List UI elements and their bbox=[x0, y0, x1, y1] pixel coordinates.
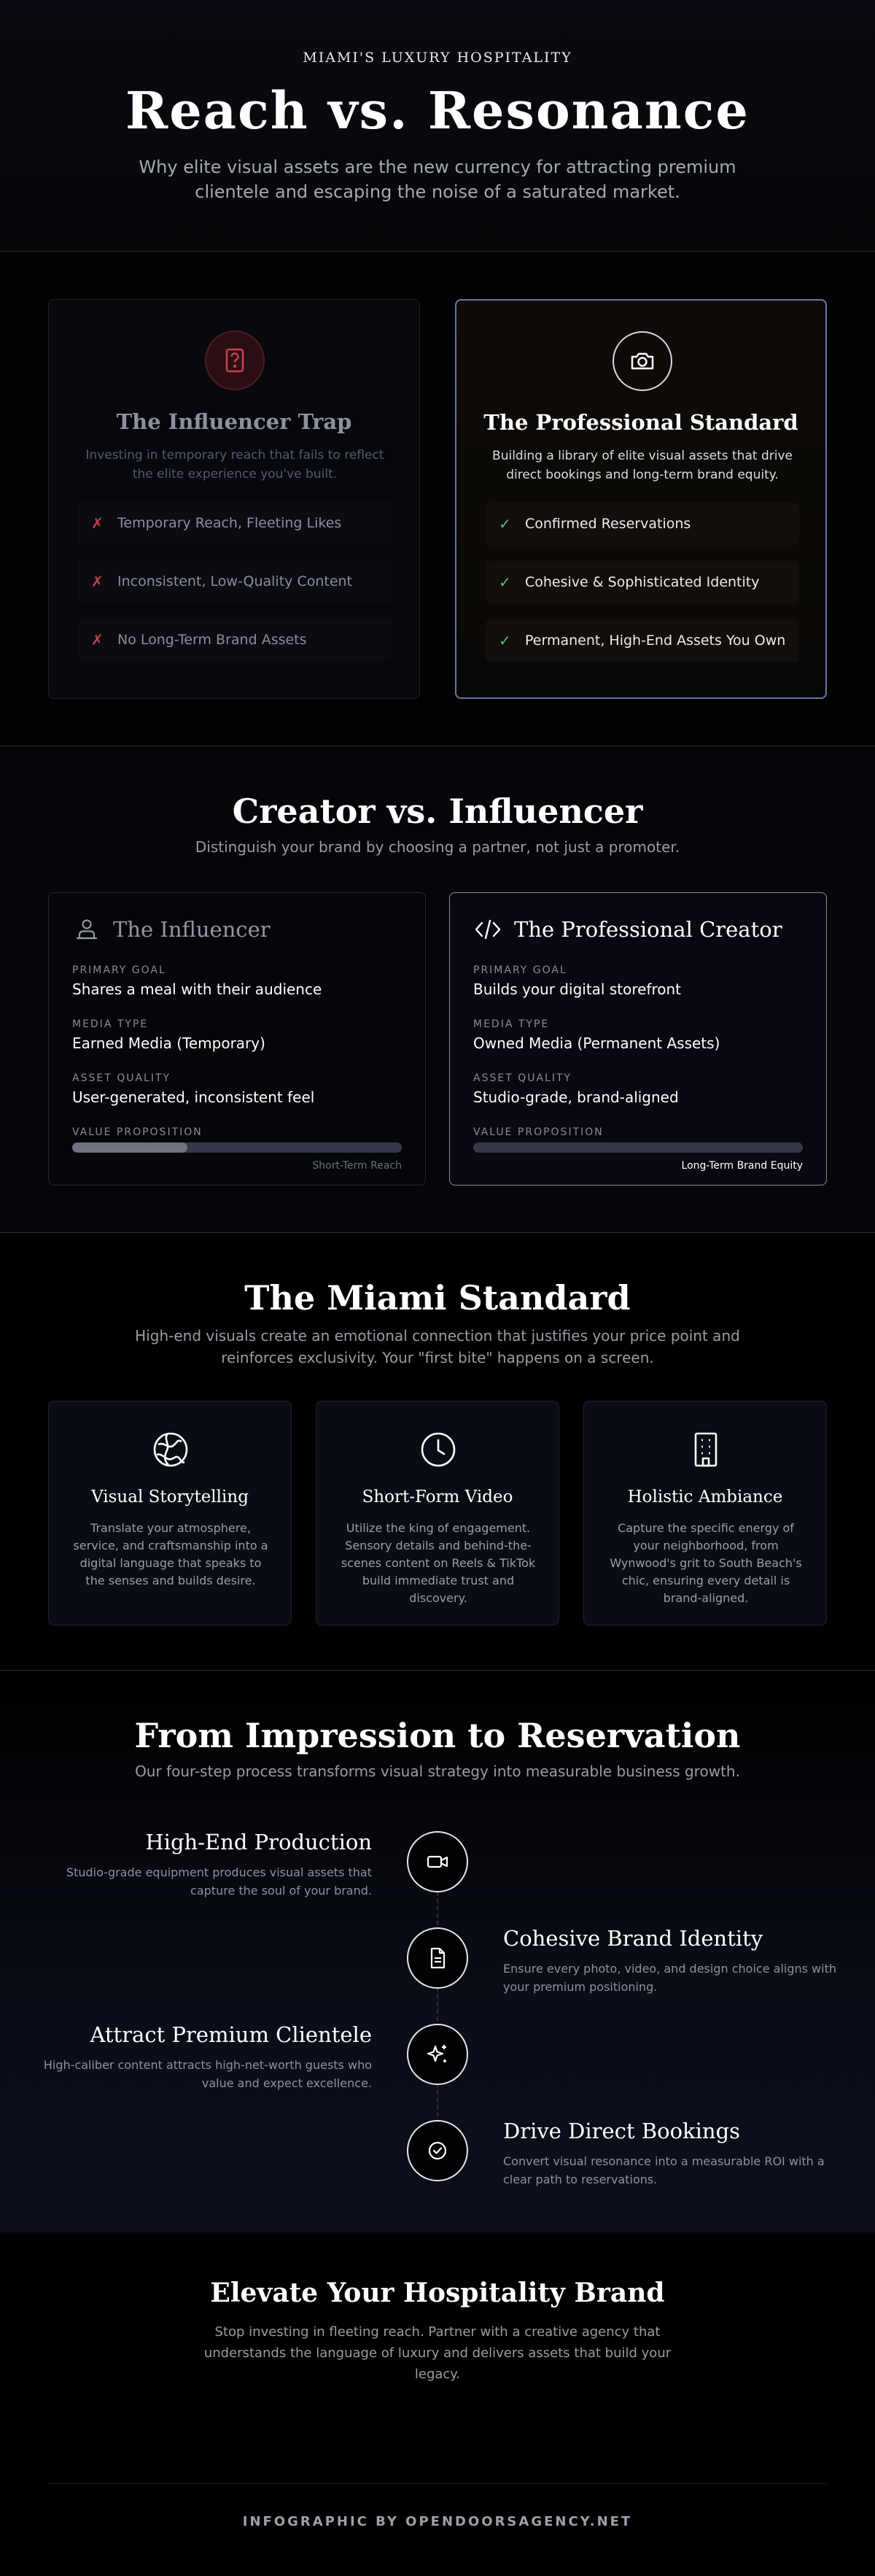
value-caption: Short-Term Reach bbox=[312, 1160, 402, 1172]
step-description: Ensure every photo, video, and design choice aligns with your premium positioning. bbox=[503, 1962, 836, 1994]
check-circle-icon bbox=[407, 2120, 468, 2181]
process-subtitle: Our four-step process transforms visual strategy into measurable business growth. bbox=[135, 1763, 740, 1780]
trap-item bbox=[78, 502, 392, 544]
influencer-trap-card bbox=[48, 299, 420, 699]
professional-standard-card bbox=[455, 299, 827, 699]
x-icon: ✗ bbox=[91, 631, 104, 649]
feature-card-ambiance bbox=[583, 1401, 827, 1625]
value-bar-fill bbox=[473, 1142, 803, 1153]
feature-title: Short-Form Video bbox=[362, 1488, 513, 1506]
cta-section bbox=[0, 2232, 875, 2576]
field-label: PRIMARY GOAL bbox=[473, 964, 567, 976]
trap-item-label: Inconsistent, Low-Quality Content bbox=[117, 573, 353, 589]
cta-subtitle: Stop investing in fleeting reach. Partner with a creative agency that understands the language of luxury and delivers assets that build your legacy. bbox=[203, 2324, 672, 2382]
field-label: ASSET QUALITY bbox=[72, 1072, 171, 1084]
process-title: From Impression to Reservation bbox=[134, 1716, 741, 1755]
camera-icon bbox=[612, 331, 672, 391]
pro-title: The Professional Standard bbox=[483, 410, 798, 435]
pro-item-label: Permanent, High-End Assets You Own bbox=[525, 633, 786, 649]
pro-item bbox=[486, 619, 799, 662]
trap-item-label: Temporary Reach, Fleeting Likes bbox=[117, 515, 342, 531]
value-bar bbox=[473, 1142, 803, 1153]
hero-kicker: MIAMI'S LUXURY HOSPITALITY bbox=[303, 50, 572, 66]
pro-item-label: Cohesive & Sophisticated Identity bbox=[525, 574, 760, 590]
influencer-card bbox=[48, 892, 426, 1185]
code-icon bbox=[473, 915, 502, 944]
creator-vs-subtitle: Distinguish your brand by choosing a partner, not just a promoter. bbox=[195, 838, 680, 856]
feature-card-storytelling bbox=[48, 1401, 292, 1625]
question-icon bbox=[205, 330, 265, 390]
check-icon: ✓ bbox=[499, 573, 511, 591]
feature-title: Holistic Ambiance bbox=[627, 1488, 783, 1506]
building-icon bbox=[684, 1428, 728, 1471]
check-icon: ✓ bbox=[499, 632, 511, 649]
professional-creator-card bbox=[449, 892, 827, 1185]
hero-section bbox=[0, 0, 875, 252]
pro-item bbox=[486, 561, 799, 603]
feature-description: Capture the specific energy of your neighborhood, from Wynwood's grit to South Beach's chic, ensuring every detail is brand-aligned. bbox=[610, 1521, 802, 1605]
trap-item bbox=[78, 560, 392, 603]
process-step bbox=[36, 2022, 372, 2092]
check-icon: ✓ bbox=[499, 515, 511, 533]
step-description: Studio-grade equipment produces visual assets that capture the soul of your brand. bbox=[66, 1865, 372, 1898]
step-title: Cohesive Brand Identity bbox=[503, 1926, 763, 1951]
trap-description: Investing in temporary reach that fails to reflect the elite experience you've built. bbox=[85, 448, 384, 481]
trap-title: The Influencer Trap bbox=[116, 409, 352, 434]
field-value: Earned Media (Temporary) bbox=[72, 1034, 265, 1052]
field-label: ASSET QUALITY bbox=[473, 1072, 572, 1084]
x-icon: ✗ bbox=[91, 514, 104, 532]
pro-item-label: Confirmed Reservations bbox=[525, 516, 691, 532]
process-step bbox=[503, 2119, 839, 2189]
process-step bbox=[503, 1926, 839, 1996]
globe-icon bbox=[149, 1428, 192, 1471]
miami-standard-subtitle: High-end visuals create an emotional connection that justifies your price point and reinforces exclusivity. Your "first bite" happens on a screen. bbox=[135, 1327, 740, 1366]
step-title: Attract Premium Clientele bbox=[90, 2022, 372, 2047]
document-icon bbox=[407, 1927, 468, 1989]
field-value: User-generated, inconsistent feel bbox=[72, 1088, 315, 1106]
comparison-section bbox=[0, 252, 875, 746]
footer-divider bbox=[48, 2483, 827, 2484]
step-title: Drive Direct Bookings bbox=[503, 2119, 741, 2143]
creator-vs-title: Creator vs. Influencer bbox=[232, 792, 643, 831]
timeline-connector bbox=[437, 1862, 438, 2161]
field-value: Studio-grade, brand-aligned bbox=[473, 1088, 679, 1106]
cta-title: Elevate Your Hospitality Brand bbox=[210, 2278, 665, 2308]
miami-standard-title: The Miami Standard bbox=[244, 1278, 631, 1318]
hero-subtitle: Why elite visual assets are the new currency for attracting premium clientele and escaping the noise of a saturated market. bbox=[139, 157, 736, 202]
trap-item-label: No Long-Term Brand Assets bbox=[117, 632, 307, 648]
feature-title: Visual Storytelling bbox=[91, 1488, 249, 1506]
value-proposition-label: VALUE PROPOSITION bbox=[473, 1126, 604, 1138]
creator-title: The Professional Creator bbox=[514, 917, 782, 942]
field-value: Owned Media (Permanent Assets) bbox=[473, 1034, 720, 1052]
sparkle-icon bbox=[407, 2024, 468, 2085]
value-bar bbox=[72, 1142, 402, 1153]
field-label: MEDIA TYPE bbox=[72, 1018, 149, 1030]
pro-description: Building a library of elite visual assets that drive direct bookings and long-term brand equity. bbox=[492, 449, 793, 482]
x-icon: ✗ bbox=[91, 573, 104, 590]
value-bar-fill bbox=[72, 1142, 187, 1153]
trap-item bbox=[78, 619, 392, 661]
person-icon bbox=[72, 915, 101, 944]
value-caption: Long-Term Brand Equity bbox=[681, 1160, 803, 1172]
step-title: High-End Production bbox=[145, 1830, 372, 1854]
field-label: MEDIA TYPE bbox=[473, 1018, 550, 1030]
field-value: Builds your digital storefront bbox=[473, 980, 681, 998]
clock-icon bbox=[416, 1428, 460, 1471]
influencer-title: The Influencer bbox=[113, 917, 271, 942]
feature-description: Translate your atmosphere, service, and craftsmanship into a digital language that speaks to the senses and builds desire. bbox=[73, 1521, 268, 1587]
field-value: Shares a meal with their audience bbox=[72, 980, 322, 998]
step-description: Convert visual resonance into a measurable ROI with a clear path to reservations. bbox=[503, 2154, 825, 2186]
process-section bbox=[0, 1671, 875, 2232]
process-step bbox=[36, 1830, 372, 1900]
footer-credit: INFOGRAPHIC BY OPENDOORSAGENCY.NET bbox=[242, 2514, 633, 2529]
pro-item bbox=[486, 503, 799, 545]
creator-vs-influencer-section bbox=[0, 746, 875, 1233]
hero-title: Reach vs. Resonance bbox=[125, 80, 750, 141]
feature-card-video bbox=[316, 1401, 559, 1625]
miami-standard-section bbox=[0, 1233, 875, 1671]
video-camera-icon bbox=[407, 1831, 468, 1892]
feature-description: Utilize the king of engagement. Sensory details and behind-the-scenes content on Reels & TikTok build immediate trust and discovery. bbox=[341, 1521, 536, 1605]
value-proposition-label: VALUE PROPOSITION bbox=[72, 1126, 203, 1138]
step-description: High-caliber content attracts high-net-worth guests who value and expect excellence. bbox=[43, 2058, 372, 2090]
field-label: PRIMARY GOAL bbox=[72, 964, 166, 976]
